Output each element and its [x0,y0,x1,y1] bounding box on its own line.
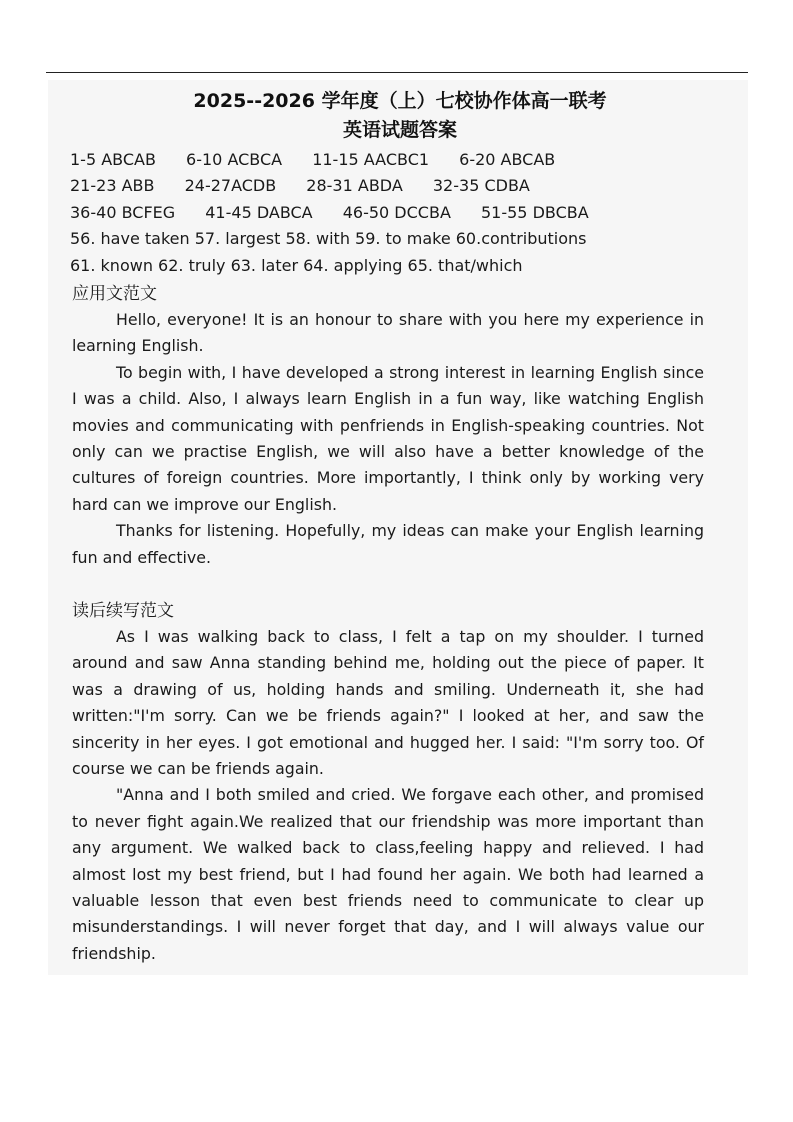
answer-group: 28-31 ABDA [306,176,403,196]
answer-row-3 [70,200,740,226]
answer-group: 1-5 ABCAB [70,150,156,169]
applied-writing-heading: 应用文范文 [72,284,157,304]
top-rule [46,72,748,73]
essay-paragraph: "Anna and I both smiled and cried. We forgave each other, and promised to never fight again.We realized that our friendship was more important than any argument. We walked back to class,feeling happy and relieved. I had almost lost my best friend, but I had found her again. We both had learned a valuable lesson that even best friends need to communicate to clear up misunderstandings. I will never forget that day, and I will always value our friendship. [72,785,704,963]
answer-group: 36-40 BCFEG [70,202,176,222]
answer-group: 6-20 ABCAB [459,150,556,169]
answer-group: 21-23 ABB [70,176,155,196]
essay-paragraph: To begin with, I have developed a strong interest in learning English since I was a child. Also, I always learn English in a fun way, like watching English movies and communicating with penfriends in English-speaking countries. Not only can we practise English, we will also have a better knowledge of the cultures of foreign countries. More importantly, I think only by working very hard can we improve our English. [72,362,704,514]
answer-row-4: 56. have taken 57. largest 58. with 59. to make 60.contributions [70,229,587,249]
continuation-writing-heading: 读后续写范文 [72,601,174,621]
answer-row-2 [70,173,740,199]
essay-paragraph: As I was walking back to class, I felt a tap on my shoulder. I turned around and saw Anna standing behind me, holding out the piece of paper. It was a drawing of us, holding hands and smiling. Underneath it, she had written:"I'm sorry. Can we be friends again?" I looked at her, and saw the sincerity in her eyes. I got emotional and hugged her. I said: "I'm sorry too. Of course we can be friends again. [72,627,704,779]
exam-subtitle: 英语试题答案 [342,119,457,141]
answer-group: 32-35 CDBA [432,176,530,196]
applied-writing-essay [72,307,704,571]
exam-title: 2025--2026 学年度（上）七校协作体高一联考 [193,90,607,112]
answer-group: 24-27ACDB [184,176,277,196]
answer-group: 41-45 DABCA [205,202,313,222]
answer-row-1 [70,147,740,173]
essay-paragraph: Thanks for listening. Hopefully, my ideas can make your English learning fun and effective. [72,521,704,567]
answer-group: 51-55 DBCBA [480,202,589,222]
answer-row-5: 61. known 62. truly 63. later 64. applying 65. that/which [70,255,523,275]
continuation-writing-essay [72,624,704,967]
answer-group: 46-50 DCCBA [342,202,451,222]
answer-group: 6-10 ACBCA [186,150,283,169]
answer-group: 11-15 AACBC1 [312,150,430,169]
answer-key [70,147,740,279]
essay-paragraph: Hello, everyone! It is an honour to share with you here my experience in learning English. [72,310,704,356]
